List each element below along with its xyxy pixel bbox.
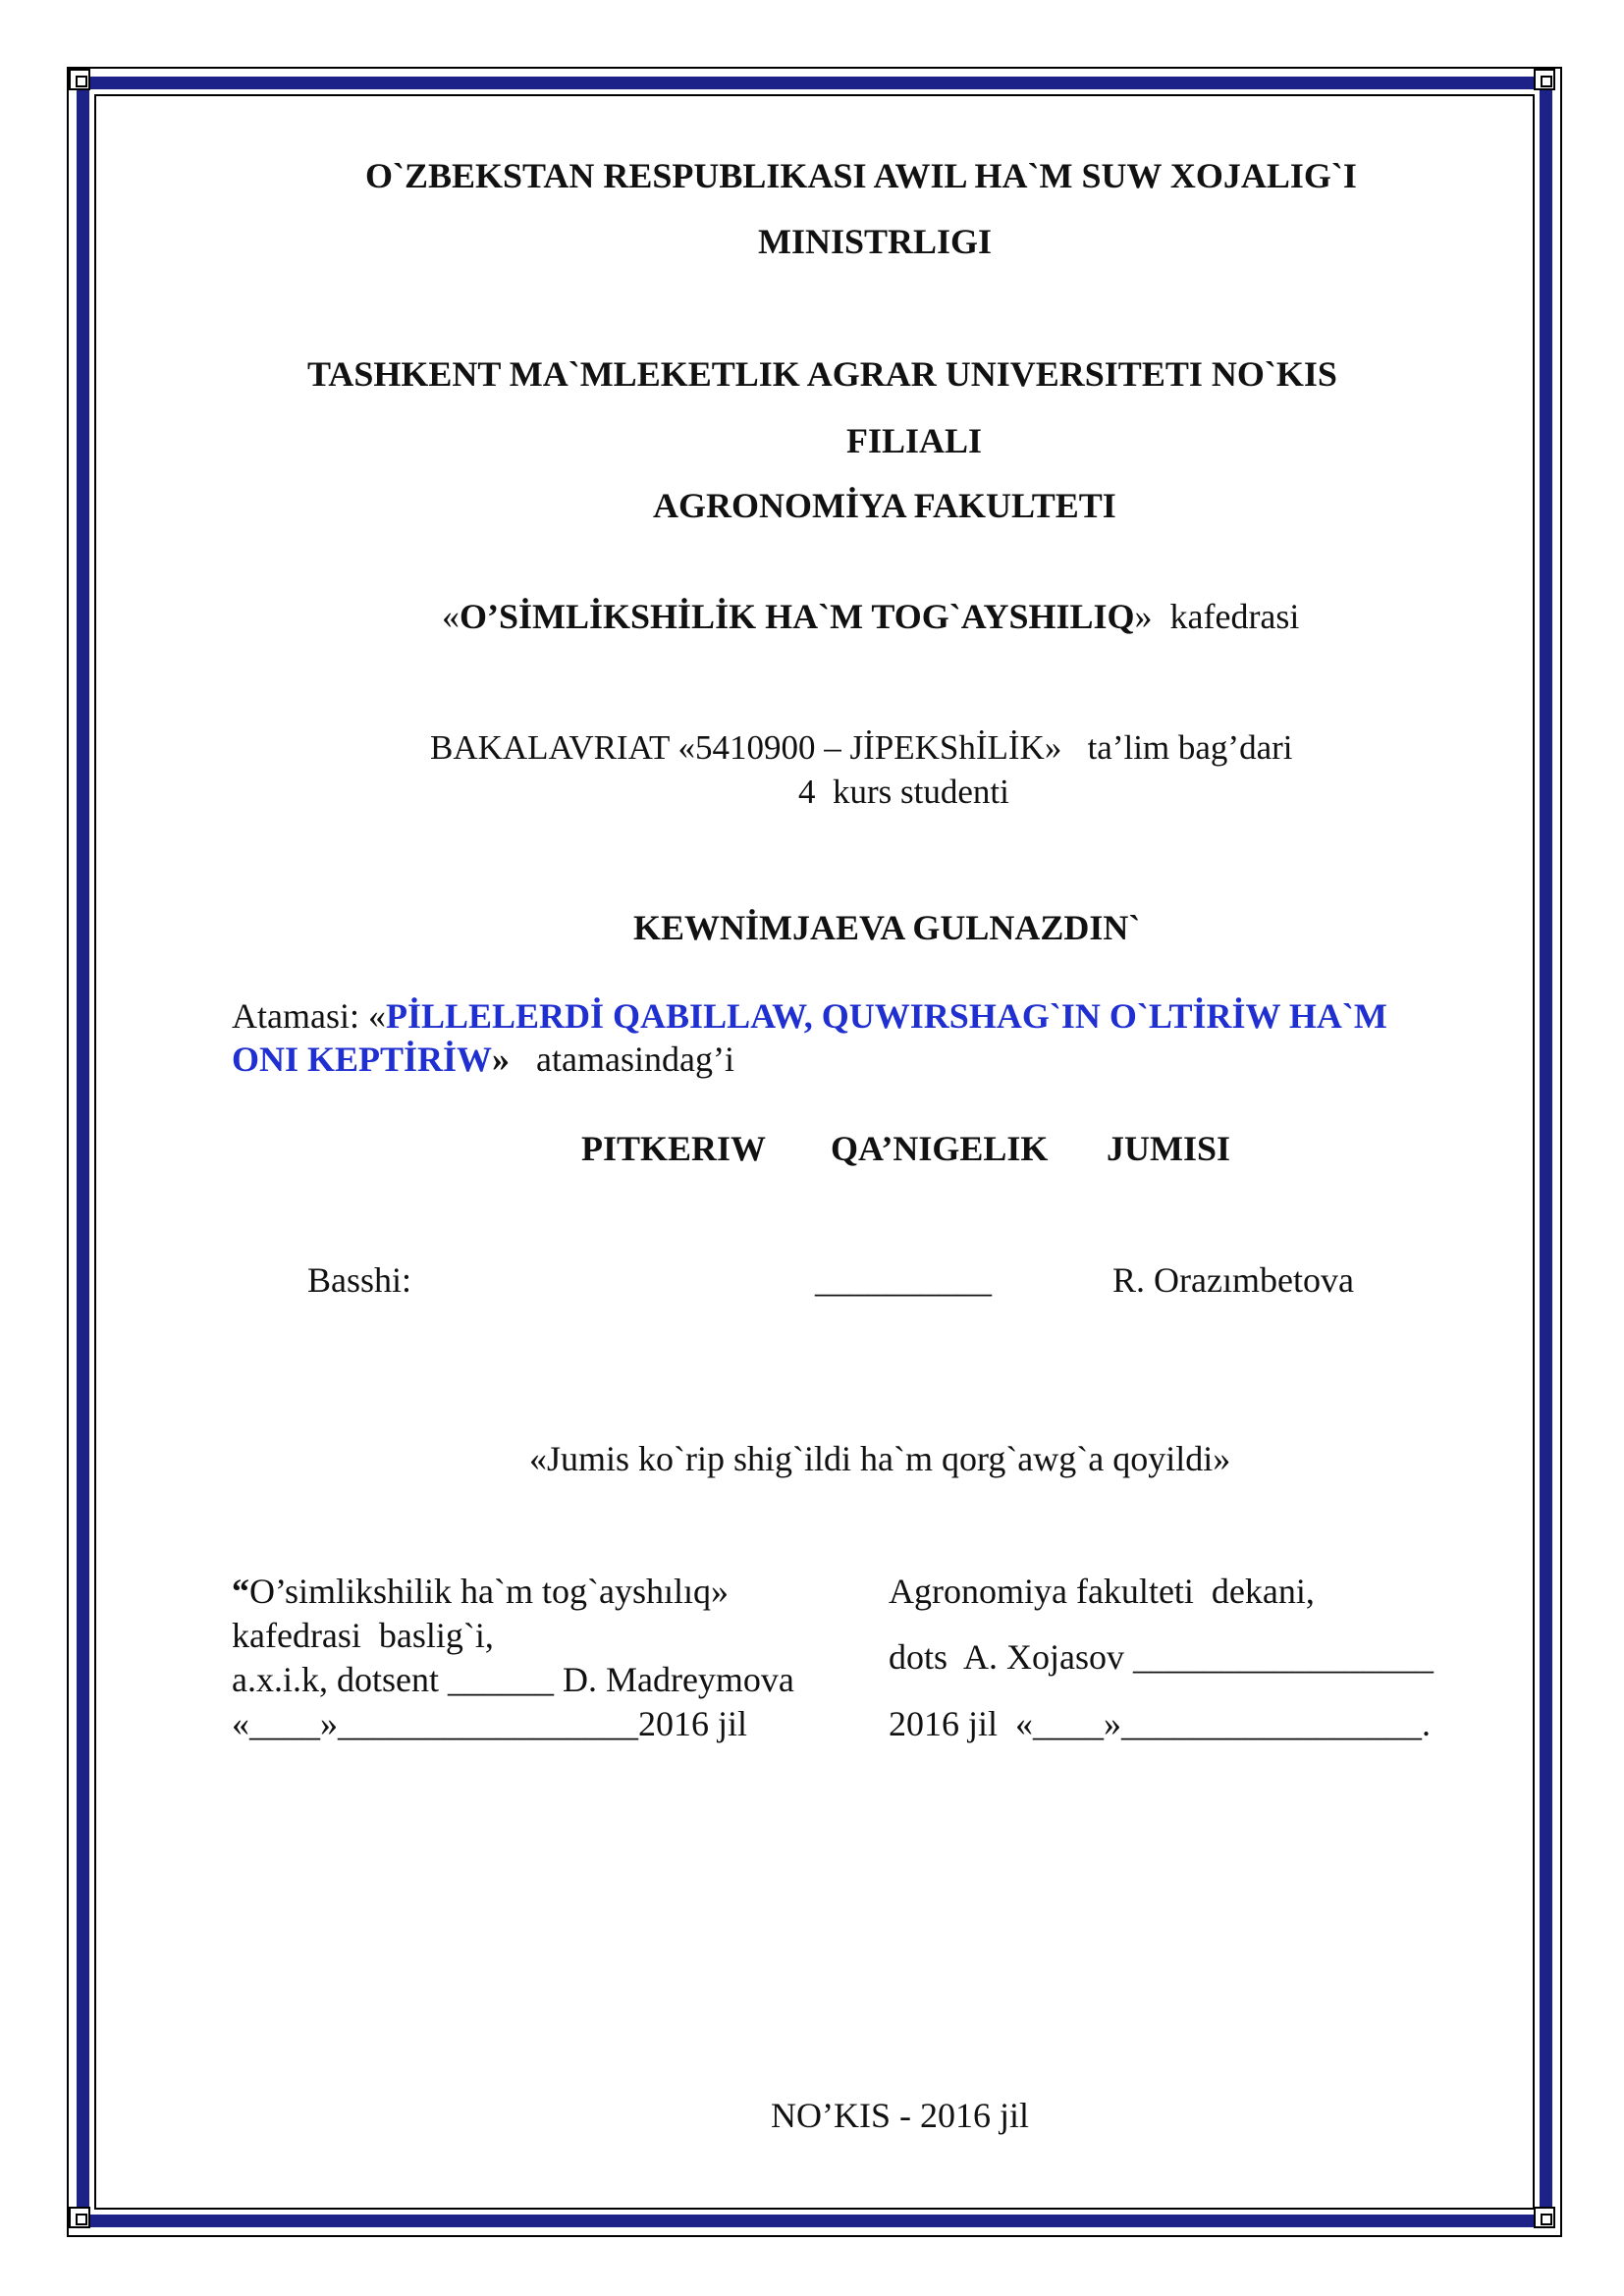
approval-left-line-1 bbox=[232, 1571, 729, 1612]
corner-ornament-top-left bbox=[69, 69, 90, 90]
defense-note: «Jumis ko`rip shig`ildi ha`m qorg`awg`a qoyildi» bbox=[529, 1439, 1231, 1478]
department-open-quote: « bbox=[442, 597, 460, 636]
supervisor-name: R. Orazımbetova bbox=[1112, 1260, 1354, 1300]
approval-left-department: O’simlikshilik ha`m tog`ayshılıq» bbox=[249, 1572, 729, 1611]
corner-ornament-bottom-left bbox=[69, 2207, 90, 2228]
work-type-word-1: PITKERIW bbox=[581, 1129, 767, 1168]
approval-left-line-3: a.x.i.k, dotsent ______ D. Madreymova bbox=[232, 1660, 794, 1699]
approval-left-line-4: «____»_________________2016 jil bbox=[232, 1704, 748, 1743]
program-line-1: BAKALAVRIAT «5410900 – JİPEKShİLİK» ta’lim bag’dari bbox=[430, 728, 1293, 767]
work-type-word-3: JUMISI bbox=[1107, 1129, 1231, 1168]
department-suffix: kafedrasi bbox=[1169, 597, 1300, 636]
topic-label: Atamasi: « bbox=[232, 996, 386, 1036]
supervisor-label: Basshi: bbox=[307, 1260, 412, 1300]
approval-right-line-1: Agronomiya fakulteti dekani, bbox=[889, 1572, 1315, 1611]
faculty-name: AGRONOMİYA FAKULTETI bbox=[653, 486, 1116, 525]
approval-right-line-3: 2016 jil «____»_________________. bbox=[889, 1704, 1432, 1743]
approval-left-open-quote: “ bbox=[232, 1572, 249, 1611]
topic-suffix: atamasindag’i bbox=[536, 1040, 734, 1079]
corner-ornament-bottom-right bbox=[1534, 2207, 1555, 2228]
department-close-quote: » bbox=[1134, 597, 1153, 636]
topic-close-quote: » bbox=[492, 1040, 511, 1079]
topic-title-part-2: ONI KEPTİRİW bbox=[232, 1040, 493, 1079]
university-line-2: FILIALI bbox=[845, 421, 983, 460]
university-line-1: TASHKENT MA`MLEKETLIK AGRAR UNIVERSITETI NO`KIS bbox=[307, 354, 1337, 394]
footer-place-year: NO’KIS - 2016 jil bbox=[771, 2096, 1029, 2135]
program-line-2: 4 kurs studenti bbox=[798, 773, 1009, 811]
topic-line-2 bbox=[232, 1039, 734, 1080]
approval-right-line-2: dots A. Xojasov _________________ bbox=[889, 1637, 1435, 1677]
corner-ornament-top-right bbox=[1534, 69, 1555, 90]
department-line bbox=[442, 596, 1299, 637]
topic-title-part-1: PİLLELERDİ QABILLAW, QUWIRSHAG`IN O`LTİRİW HA`M bbox=[385, 996, 1387, 1036]
ministry-line-1: O`ZBEKSTAN RESPUBLIKASI AWIL HA`M SUW XOJALIG`I bbox=[365, 156, 1357, 195]
ministry-line-2: MINISTRLIGI bbox=[757, 222, 993, 261]
work-type-word-2: QA’NIGELIK bbox=[831, 1129, 1049, 1168]
supervisor-signature-line: __________ bbox=[815, 1260, 992, 1300]
student-name: KEWNİMJAEVA GULNAZDIN` bbox=[633, 908, 1141, 947]
department-name: O’SİMLİKSHİLİK HA`M TOG`AYSHILIQ bbox=[460, 597, 1135, 636]
page-border-inner bbox=[94, 94, 1535, 2210]
topic-line-1 bbox=[232, 995, 1387, 1037]
approval-left-line-2: kafedrasi baslig`i, bbox=[232, 1616, 494, 1655]
